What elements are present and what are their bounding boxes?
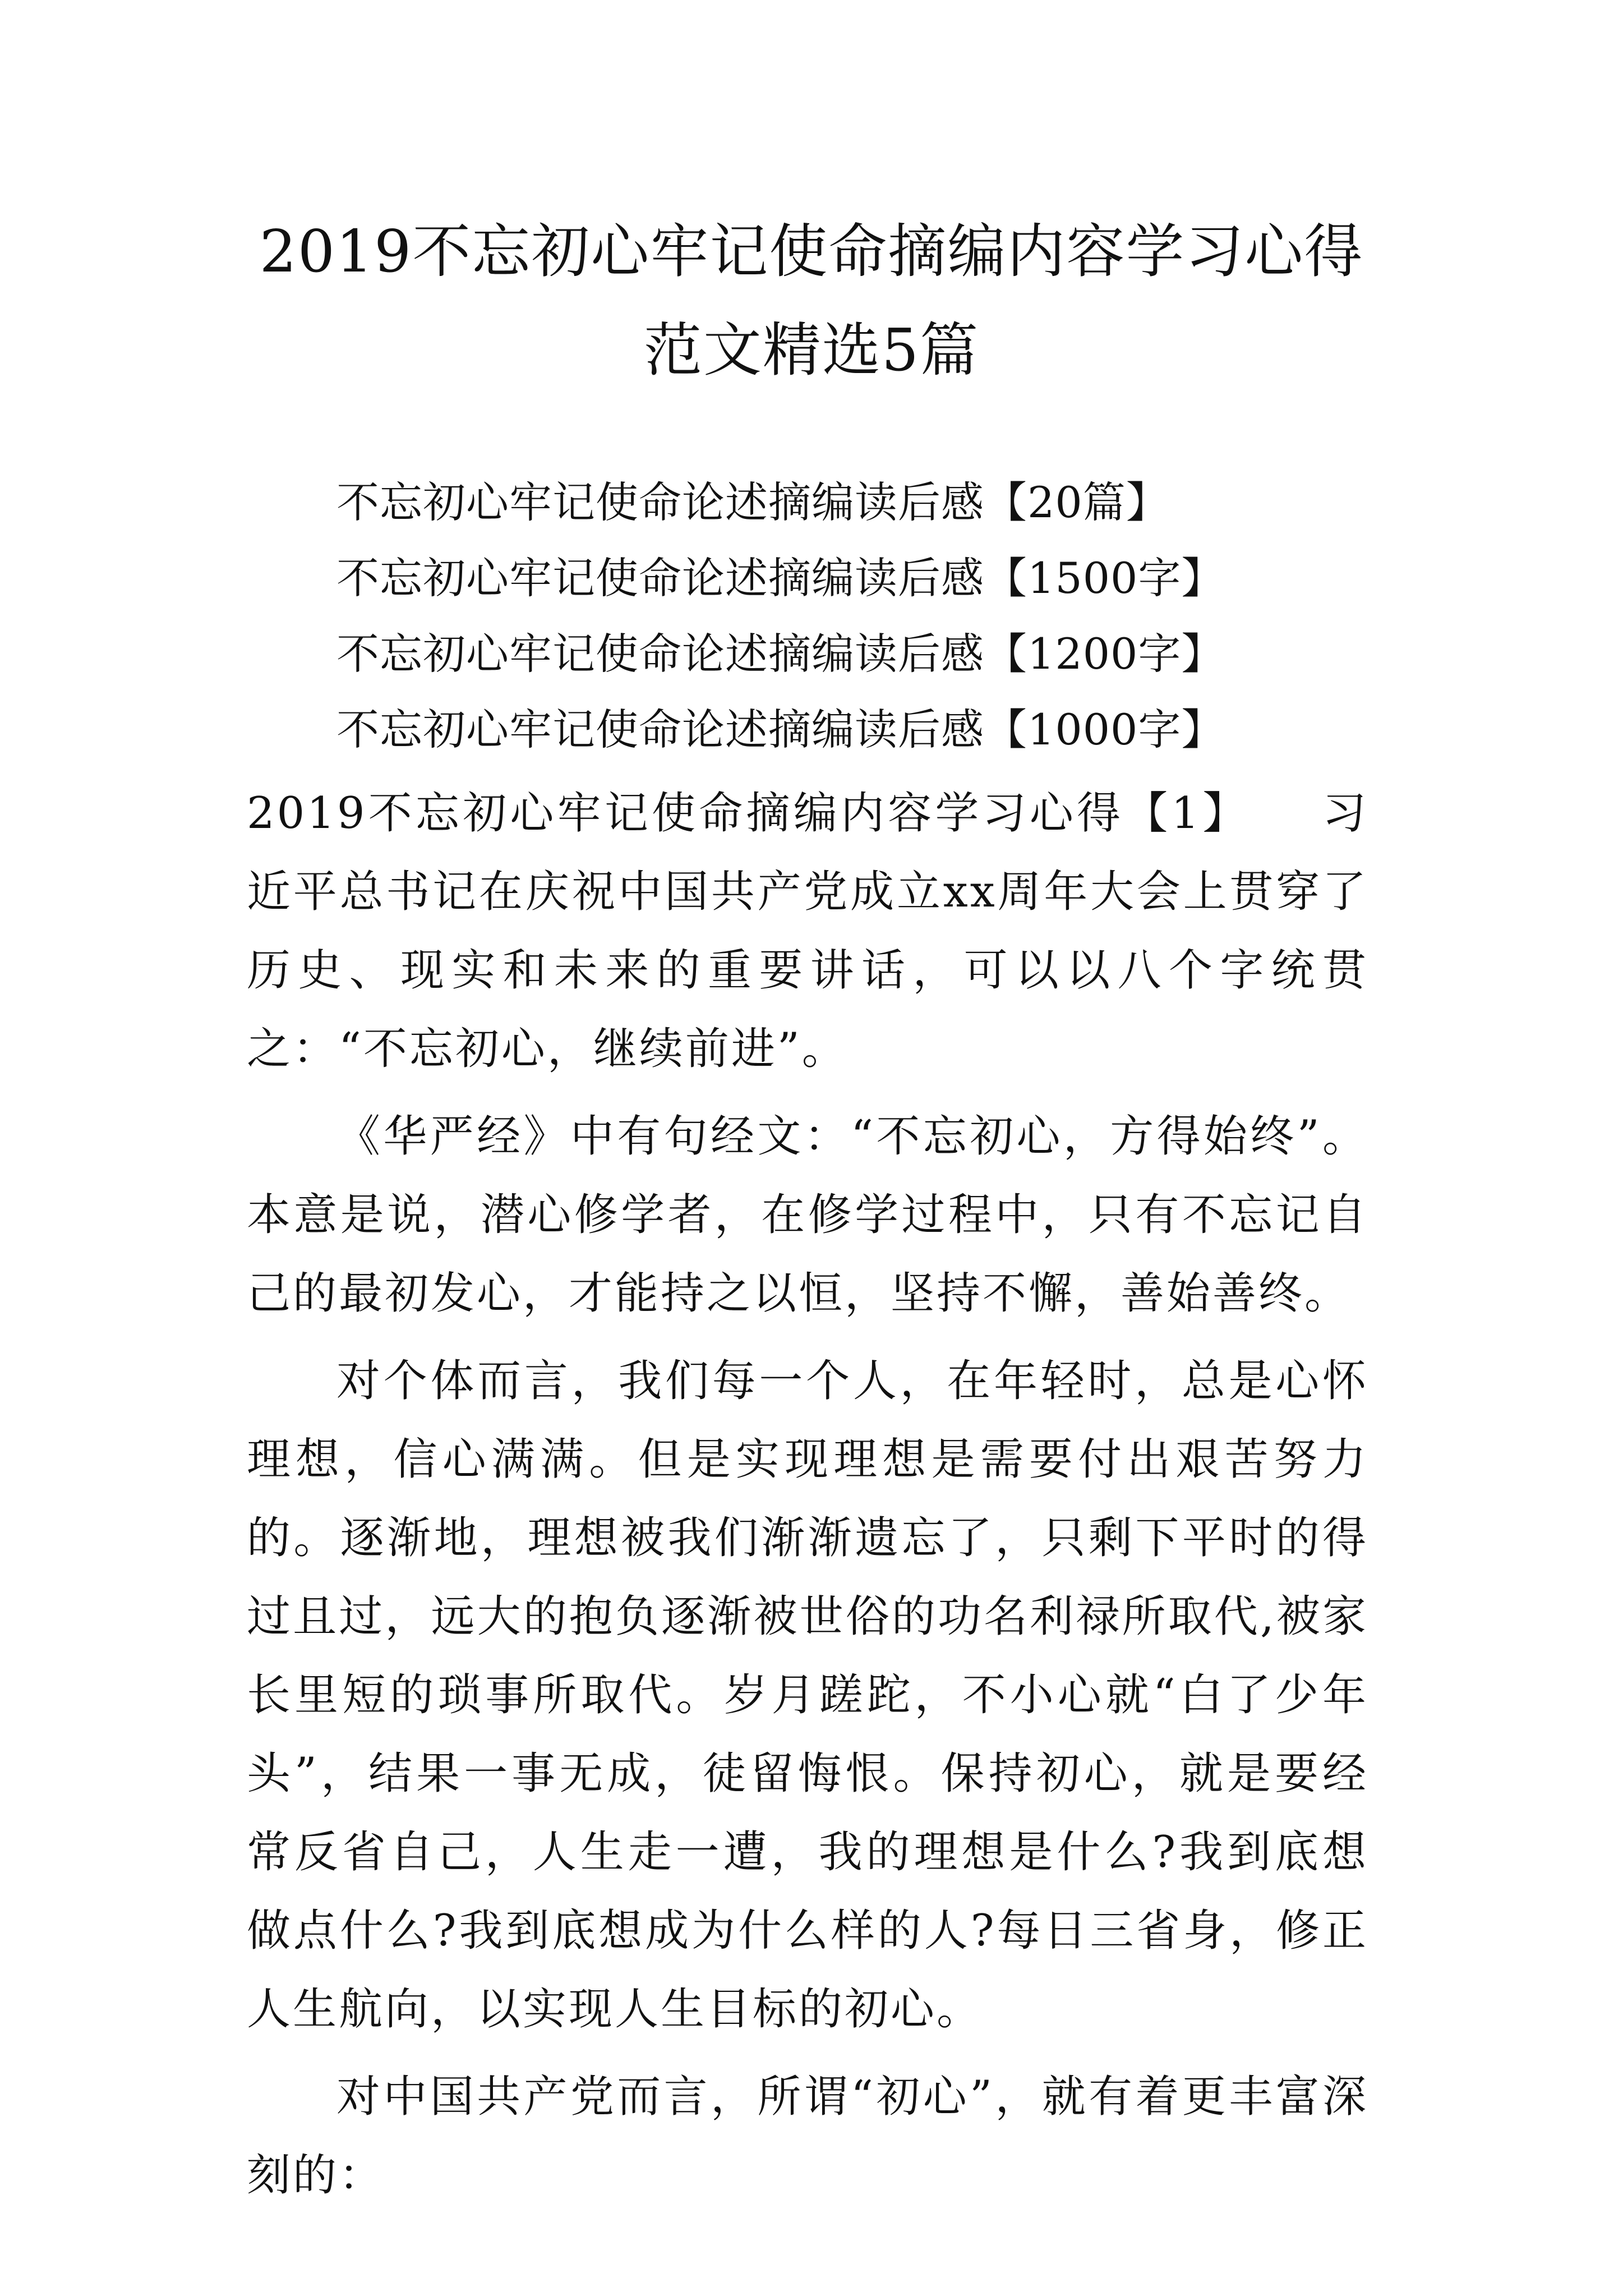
related-articles-list (336, 464, 1224, 767)
title-line-2: 范文精选5篇 (643, 316, 980, 384)
title-line-1: 2019不忘初心牢记使命摘编内容学习心得 (259, 217, 1364, 286)
paragraph-individual: 对个体而言，我们每一个人，在年轻时，总是心怀理想，信心满满。但是实现理想是需要付出艰苦努力的。逐渐地，理想被我们渐渐遗忘了，只剩下平时的得过且过，远大的抱负逐渐被世俗的功名利禄所取代,被家长里短的琐事所取代。岁月蹉跎，不小心就“白了少年头”，结果一事无成，徒留悔恨。保持初心，就是要经常反省自己，人生走一遭，我的理想是什么?我到底想做点什么?我到底想成为什么样的人?每日三省身，修正人生航向，以实现人生目标的初心。 (247, 1356, 1368, 2035)
article-body (247, 774, 1368, 2215)
related-article-item: 不忘初心牢记使命论述摘编读后感【1500字】 (336, 553, 1225, 603)
related-article-item: 不忘初心牢记使命论述摘编读后感【1200字】 (336, 629, 1225, 679)
related-article-item: 不忘初心牢记使命论述摘编读后感【20篇】 (336, 477, 1169, 527)
related-article-item: 不忘初心牢记使命论述摘编读后感【1000字】 (336, 705, 1225, 754)
paragraph-party: 对中国共产党而言，所谓“初心”，就有着更丰富深刻的： (247, 2072, 1368, 2201)
paragraph-huayan: 《华严经》中有句经文：“不忘初心，方得始终”。本意是说，潜心修学者，在修学过程中，只有不忘记自己的最初发心，才能持之以恒，坚持不懈，善始善终。 (247, 1111, 1368, 1319)
document-title (247, 202, 1376, 399)
paragraph-intro: 2019不忘初心牢记使命摘编内容学习心得【1】 习近平总书记在庆祝中国共产党成立xx周年大会上贯穿了历史、现实和未来的重要讲话，可以以八个字统贯之：“不忘初心，继续前进”。 (247, 788, 1368, 1074)
